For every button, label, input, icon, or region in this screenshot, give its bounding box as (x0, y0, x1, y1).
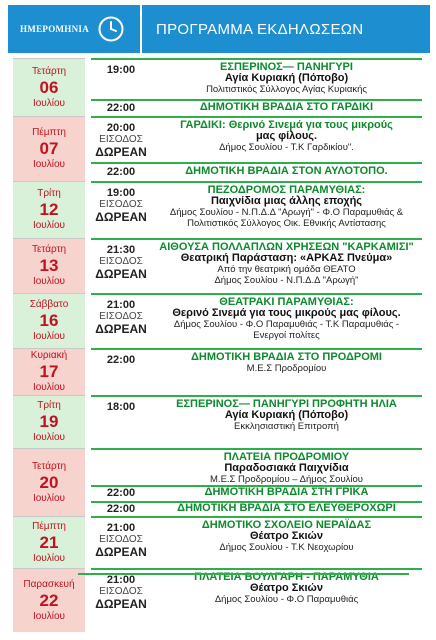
event-title: Παραδοσιακά Παιχνίδια (224, 462, 349, 474)
free-entry-label: ΔΩΡΕΑΝ (95, 545, 147, 559)
schedule-row (13, 516, 422, 568)
event-description (151, 352, 422, 374)
date-column-header (8, 5, 140, 53)
free-entry-label: ΔΩΡΕΑΝ (95, 210, 147, 224)
day-number: 19 (39, 412, 59, 431)
event-organizer: Δήμος Σουλίου - Ν.Π.Δ.Δ "Αρωγή" (214, 275, 359, 286)
day-number: 12 (39, 200, 59, 219)
divider (91, 568, 422, 570)
date-cell (13, 58, 85, 116)
date-cell (13, 516, 85, 568)
free-entry-label: ΔΩΡΕΑΝ (95, 322, 147, 336)
event (91, 181, 422, 238)
schedule-row (13, 448, 422, 516)
day-number: 21 (39, 532, 59, 552)
event-organizer: Μ.Ε.Σ Προδρομίου – Δήμος Σουλίου (210, 474, 363, 485)
schedule-row (13, 293, 422, 348)
time-value: 18:00 (106, 401, 136, 413)
time-value: 22:00 (106, 487, 136, 499)
event-venue: ΑΙΘΟΥΣΑ ΠΟΛΛΑΠΛΩΝ ΧΡΗΣΕΩΝ "ΚΑΡΚΑΜΙΣΙ" (159, 241, 414, 253)
day-number: 13 (39, 256, 59, 275)
event (91, 501, 422, 516)
divider (91, 162, 422, 164)
event-description (151, 297, 422, 341)
month-name: Ιουλίου (32, 610, 66, 622)
date-cell (13, 116, 85, 181)
event-venue: ΠΛΑΤΕΙΑ ΒΟΥΛΓΑΡΗ - ΠΑΡΑΜΥΘΙΑ (194, 571, 379, 583)
header (8, 5, 430, 53)
divider (91, 238, 422, 240)
event-title: Θερινό Σινεμά για τους μικρούς μας φίλους. (172, 307, 401, 319)
event-time (91, 244, 151, 280)
event-title: Θέατρο Σκιών (250, 582, 323, 594)
event (91, 116, 422, 162)
day-number: 20 (39, 472, 59, 492)
time-value: 22:00 (106, 354, 136, 366)
event-description (151, 185, 422, 229)
schedule-row (13, 348, 422, 395)
event-description (151, 62, 422, 95)
date-cell (13, 238, 85, 293)
schedule-row (13, 395, 422, 448)
entry-label: ΕΙΣΟΔΟΣ (99, 311, 143, 322)
free-entry-label: ΔΩΡΕΑΝ (95, 145, 147, 159)
event-title: μας φίλους. (255, 130, 318, 142)
event-title: Θεατρική Παράσταση: «ΑΡΚΑΣ Πνεύμα» (180, 252, 393, 264)
event-time (91, 299, 151, 335)
entry-label: ΕΙΣΟΔΟΣ (99, 134, 143, 145)
date-label: ΗΜΕΡΟΜΗΝΙΑ (20, 24, 89, 34)
event-title: Παιχνίδια μιας άλλης εποχής (210, 195, 363, 207)
day-name: Τετάρτη (31, 460, 67, 472)
day-name: Πέμπτη (32, 127, 66, 138)
time-value: 21:00 (106, 574, 136, 586)
time-value: 21:30 (106, 244, 136, 256)
divider (78, 573, 409, 575)
event-time (91, 574, 151, 610)
event-venue: ΔΗΜΟΤΙΚΗ ΒΡΑΔΙΑ ΣΤΟ ΕΛΕΥΘΕΡΟΧΩΡΙ (177, 502, 396, 514)
event-time (91, 354, 151, 366)
month-name: Ιουλίου (32, 97, 66, 109)
month-name: Ιουλίου (32, 331, 66, 342)
event-organizer: Δήμος Σουλίου - Φ.Ο Παραμυθιάς (214, 594, 359, 605)
schedule-row (13, 58, 422, 116)
date-cell (13, 293, 85, 348)
event-organizer: Δήμος Σουλίου - Τ.Κ Νεοχωρίου (219, 542, 354, 553)
schedule-row (13, 181, 422, 238)
event-description (151, 120, 422, 153)
event-time (91, 102, 151, 114)
event-organizer: Πολιτιστικός Σύλλογος Οικ. Εθνικής Αντίστασης (187, 218, 386, 229)
divider (91, 116, 422, 118)
event-organizer: Από την θεατρική ομάδα ΘΕΑΤΟ (217, 264, 356, 275)
month-name: Ιουλίου (32, 552, 66, 564)
date-cell (13, 568, 85, 632)
event (91, 395, 422, 448)
day-number: 07 (39, 139, 59, 158)
time-value: 22:00 (106, 503, 136, 515)
date-cell (13, 448, 85, 516)
event (91, 99, 422, 116)
day-number: 17 (39, 362, 59, 381)
event-description (151, 520, 422, 553)
month-name: Ιουλίου (32, 432, 66, 443)
event-time (91, 122, 151, 158)
day-name: Παρασκευή (23, 578, 75, 590)
time-value: 22:00 (106, 165, 136, 178)
month-name: Ιουλίου (32, 220, 66, 231)
event (91, 58, 422, 99)
event (91, 348, 422, 395)
schedule-row (13, 568, 422, 632)
day-number: 06 (39, 77, 59, 97)
event-time (91, 187, 151, 223)
event-venue: ΓΑΡΔΙΚΙ: Θερινό Σινεμά για τους μικρούς (180, 119, 393, 131)
date-cell (13, 181, 85, 238)
page-title: ΠΡΟΓΡΑΜΜΑ ΕΚΔΗΛΩΣΕΩΝ (156, 20, 364, 38)
schedule-row (13, 238, 422, 293)
clock-icon (97, 15, 125, 43)
divider (91, 348, 422, 350)
event-description (151, 487, 422, 498)
time-value: 19:00 (106, 187, 136, 199)
title-bar (142, 5, 430, 53)
event-venue: ΔΗΜΟΤΙΚΗ ΒΡΑΔΙΑ ΣΤΟ ΠΡΟΔΡΟΜΙ (191, 351, 382, 363)
event-description (151, 166, 422, 177)
time-value: 21:00 (106, 299, 136, 311)
day-name: Τρίτη (37, 188, 61, 199)
date-cell (13, 395, 85, 448)
event-venue: ΠΛΑΤΕΙΑ ΠΡΟΔΡΟΜΙΟΥ (223, 451, 350, 463)
event-organizer: Δήμος Σουλίου - Τ.Κ Γαρδικίου". (219, 142, 354, 153)
month-name: Ιουλίου (32, 276, 66, 287)
event (91, 448, 422, 485)
event-description (151, 242, 422, 286)
event-organizer: Δήμος Σουλίου - Φ.Ο Παραμυθιάς - Τ.Κ Παραμυθιάς - (173, 319, 400, 330)
entry-label: ΕΙΣΟΔΟΣ (99, 256, 143, 267)
day-name: Πέμπτη (32, 520, 66, 532)
entry-label: ΕΙΣΟΔΟΣ (99, 199, 143, 210)
event-time (91, 166, 151, 178)
event-venue: ΘΕΑΤΡΑΚΙ ΠΑΡΑΜΥΘΙΑΣ: (219, 296, 354, 308)
day-name: Κυριακή (30, 350, 68, 361)
event-organizer: Πολιτιστικός Σύλλογος Αγίας Κυριακής (206, 84, 367, 95)
day-name: Τρίτη (37, 400, 61, 411)
event-venue: ΔΗΜΟΤΙΚΗ ΒΡΑΔΙΑ ΣΤΟ ΓΑΡΔΙΚΙ (199, 100, 374, 113)
event-venue: ΠΕΖΟΔΡΟΜΟΣ ΠΑΡΑΜΥΘΙΑΣ: (207, 184, 366, 196)
event-organizer: Ενεργοί πολίτες (253, 330, 320, 341)
event-venue: ΔΗΜΟΤΙΚΟ ΣΧΟΛΕΙΟ ΝΕΡΑΪΔΑΣ (201, 519, 372, 531)
event (91, 568, 422, 632)
day-name: Σάββατο (29, 299, 69, 310)
event-organizer: Δήμος Σουλίου - Ν.Π.Δ.Δ "Αρωγή" - Φ.Ο Παραμυθιάς & (169, 207, 404, 218)
event-venue: ΕΣΠΕΡΙΝΟΣ— ΠΑΝΗΓΥΡΙ ΠΡΟΦΗΤΗ ΗΛΙΑ (176, 398, 397, 410)
event-description (151, 102, 422, 113)
divider (91, 395, 422, 397)
event-description (151, 452, 422, 485)
day-number: 22 (39, 590, 59, 610)
event-time (91, 401, 151, 413)
date-cell (13, 348, 85, 395)
event-time (91, 64, 151, 76)
event (91, 293, 422, 348)
event-title: Αγία Κυριακή (Πόποβο) (224, 72, 349, 84)
event (91, 516, 422, 568)
day-name: Τετάρτη (31, 244, 67, 255)
time-value: 22:00 (106, 101, 136, 114)
day-name: Τετάρτη (31, 65, 67, 77)
month-name: Ιουλίου (32, 382, 66, 393)
event-title: Θέατρο Σκιών (250, 530, 323, 542)
event-organizer: Εκκλησιαστική Επιτροπή (234, 421, 339, 432)
event-venue: ΕΣΠΕΡΙΝΟΣ— ΠΑΝΗΓΥΡΙ (220, 61, 353, 73)
time-value: 21:00 (106, 522, 136, 534)
event (91, 485, 422, 501)
event-time (91, 487, 151, 499)
event-organizer: Μ.Ε.Σ Προδρομίου (246, 363, 327, 374)
event-title: Αγία Κυριακή (Πόποβο) (224, 409, 349, 421)
event-time (91, 522, 151, 558)
free-entry-label: ΔΩΡΕΑΝ (95, 597, 147, 611)
entry-label: ΕΙΣΟΔΟΣ (99, 586, 143, 597)
divider (91, 448, 422, 450)
event-time (91, 503, 151, 515)
time-value: 20:00 (106, 122, 136, 134)
divider (91, 516, 422, 518)
event-venue: ΔΗΜΟΤΙΚΗ ΒΡΑΔΙΑ ΣΤΗ ΓΡΙΚΑ (204, 486, 369, 498)
event-description (151, 399, 422, 432)
divider (91, 181, 422, 183)
event-venue: ΔΗΜΟΤΙΚΗ ΒΡΑΔΙΑ ΣΤΟΝ ΑΥΛΟΤΟΠΟ. (185, 164, 388, 177)
event (91, 238, 422, 293)
schedule-row (13, 116, 422, 181)
day-number: 16 (39, 311, 59, 330)
event-description (151, 503, 422, 514)
time-value: 19:00 (106, 64, 136, 76)
event (91, 162, 422, 181)
event-description (151, 572, 422, 605)
entry-label: ΕΙΣΟΔΟΣ (99, 534, 143, 545)
free-entry-label: ΔΩΡΕΑΝ (95, 267, 147, 281)
divider (91, 58, 422, 60)
divider (91, 293, 422, 295)
month-name: Ιουλίου (32, 159, 66, 170)
month-name: Ιουλίου (32, 492, 66, 504)
